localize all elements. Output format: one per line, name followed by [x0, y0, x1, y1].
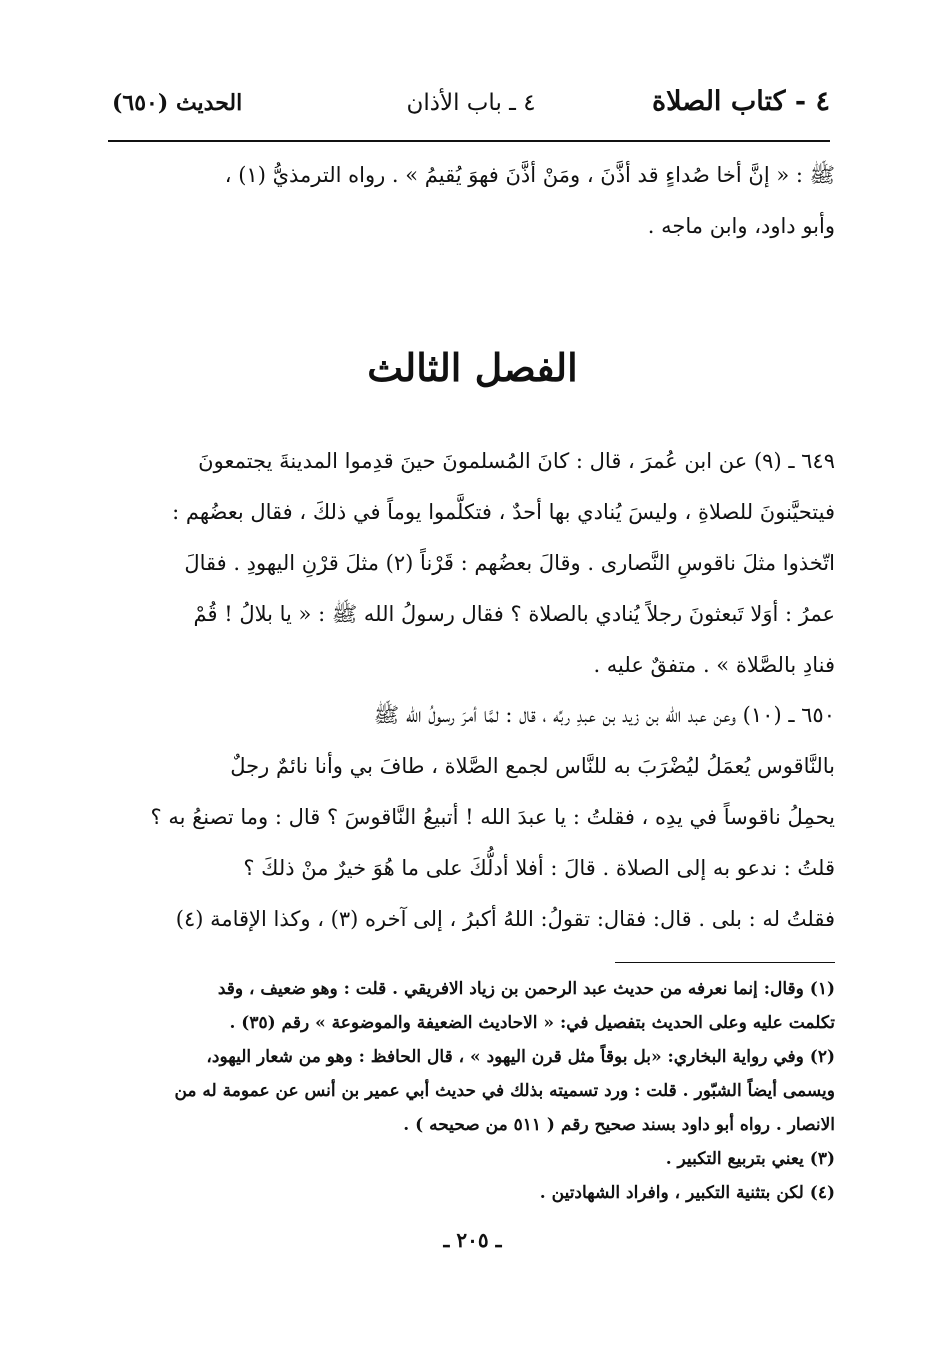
header-chapter-title: ٤ ـ باب الأذان [406, 90, 536, 116]
footnotes [111, 972, 835, 1210]
footnote-line: الانصار . رواه أبو داود بسند صحيح رقم ( ٥١١ من صحيحه ) . [403, 1115, 835, 1135]
text-line: قلتُ : ندعو به إلى الصلاة . قالَ : أفلا أدلُّكَ على ما هُوَ خيرٌ منْ ذلكَ ؟ [243, 856, 835, 880]
footnote-line: ويسمى أيضاً الشبّور . قلت : ورد تسميته بذلك في حديث أبي عمير بن أنس عن عمومة له من [174, 1081, 835, 1101]
text-line: عمرُ : أوَلا تَبعثونَ رجلاً يُنادي بالصلاة ؟ فقال رسولُ الله ﷺ : « يا بلالُ ! قُمْ [193, 602, 835, 626]
hadith-650 [111, 690, 835, 945]
text-line: يحمِلُ ناقوساً في يدِه ، فقلتُ : يا عبدَ الله ! أتبيعُ النَّاقوسَ ؟ قال : وما تصنعُ به ؟ [150, 805, 835, 829]
header-book-title: ٤ - كتاب الصلاة [652, 86, 830, 117]
text-line: فقلتُ له : بلى . قال: فقال: تقولُ: اللهُ أكبرُ ، إلى آخره (٣) ، وكذا الإقامة (٤) [175, 907, 835, 931]
footnote-rule [615, 962, 835, 963]
text-line: بالنَّاقوس يُعمَلُ ليُضْرَبَ به للنَّاس لجمع الصَّلاة ، طافَ بي وأنا نائمٌ رجلٌ [230, 754, 835, 778]
header-hadith-ref: الحديث (٦٥٠) [112, 90, 243, 116]
text-line: وأبو داود، وابن ماجه . [647, 214, 835, 238]
footnote-line: (٤) لكن بتثنية التكبير ، وافراد الشهادتين . [539, 1183, 835, 1203]
footnote-line: (٣) يعني بتربيع التكبير . [665, 1149, 835, 1169]
section-title: الفصل الثالث [367, 345, 578, 390]
footnote-line: (٢) وفي رواية البخاري: «بل بوقاً مثل قرن اليهود » ، قال الحافظ : وهو من شعار اليهود، [206, 1047, 835, 1067]
footnote-line: (١) وقال: إنما نعرفه من حديث عبد الرحمن بن زياد الافريقي . قلت : وهو ضعيف ، وقد [217, 979, 835, 999]
text-line: ٦٥٠ ـ (١٠) وعن عبد الله بن زيد بن عبدِ ربِّه ، قال : لمَّا أمرَ رسولُ الله ﷺ [373, 703, 835, 727]
running-header [112, 86, 830, 126]
header-rule [108, 140, 830, 142]
text-line: ٦٤٩ ـ (٩) عن ابن عُمرَ ، قال : كانَ المُسلمونَ حينَ قدِموا المدينةَ يجتمعونَ [198, 449, 835, 473]
text-line: فنادِ بالصَّلاة » . متفقٌ عليه . [593, 653, 835, 677]
text-line: اتّخذوا مثلَ ناقوسِ النَّصارى . وقالَ بعضُهم : قَرْناً (٢) مثلَ قرْنِ اليهودِ . فقالَ [184, 551, 835, 575]
page-number: ـ ٢٠٥ ـ [443, 1228, 502, 1252]
continued-text [111, 150, 835, 252]
hadith-649 [111, 436, 835, 691]
text-line: فيتحيَّنونَ للصلاةِ ، وليسَ يُنادي بها أحدٌ ، فتكلَّموا يوماً في ذلكَ ، فقال بعضُهم : [172, 500, 835, 524]
text-line: ﷺ : « إنَّ أخا صُداءٍ قد أذَّنَ ، ومَنْ أذَّنَ فهوَ يُقيمُ » . رواه الترمذيُّ (١) ، [224, 163, 835, 187]
footnote-line: تكلمت عليه وعلى الحديث بتفصيل في: « الاحاديث الضعيفة والموضوعة » رقم (٣٥) . [229, 1013, 835, 1033]
